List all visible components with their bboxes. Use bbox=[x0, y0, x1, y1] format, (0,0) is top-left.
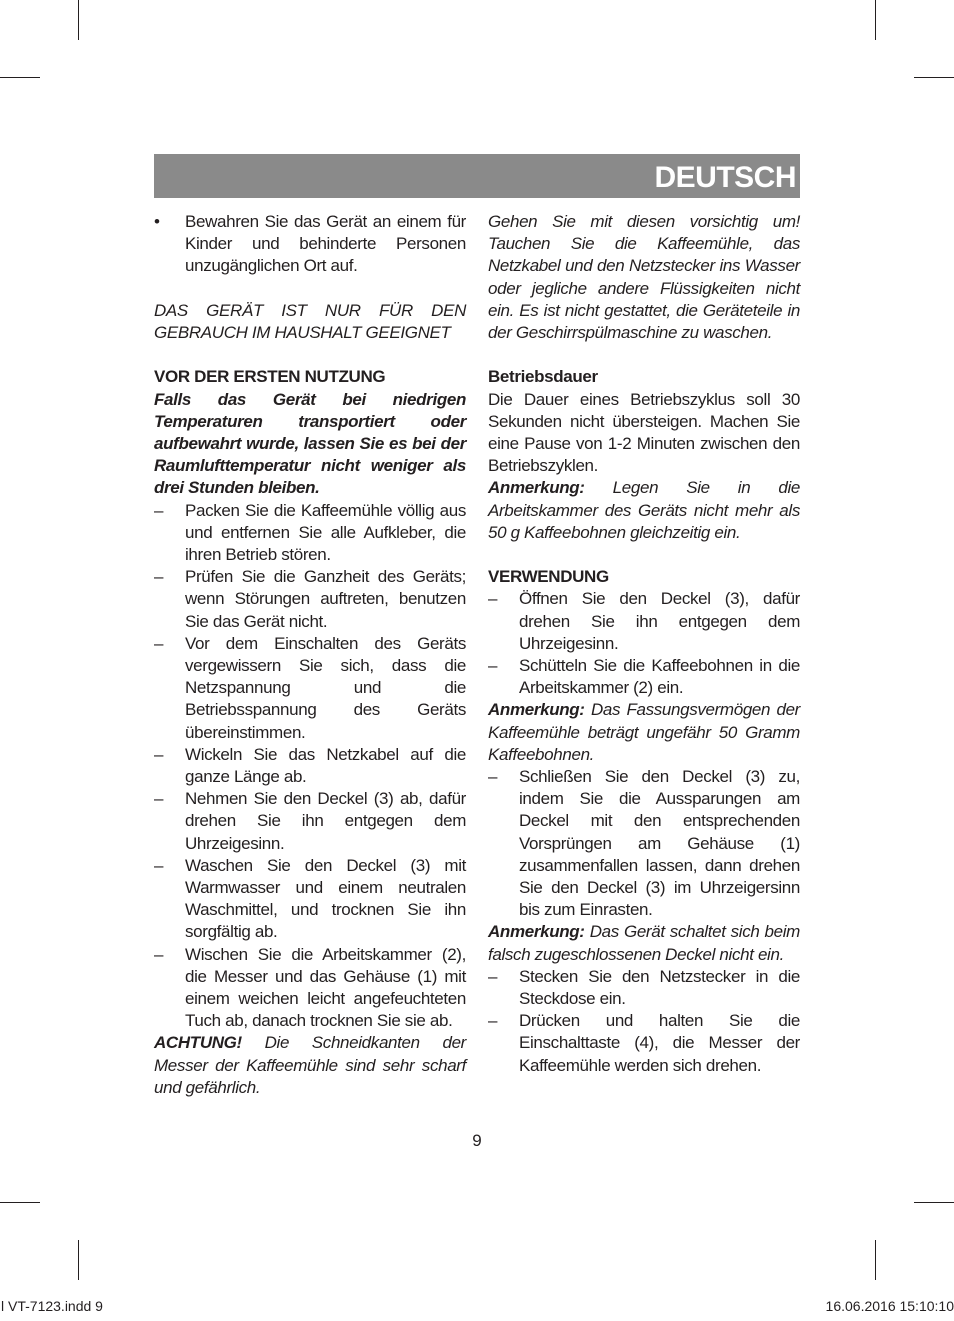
dash-mark: – bbox=[488, 656, 498, 676]
list-item-text: Schütteln Sie die Kaffeebohnen in die Arbeitskammer (2) ein. bbox=[519, 656, 800, 698]
list-item-text: Prüfen Sie die Ganzheit des Geräts; wenn Störungen auftreten, benutzen Sie das Gerät nicht. bbox=[185, 567, 466, 631]
section-heading-usage: VERWENDUNG bbox=[488, 567, 609, 587]
crop-mark bbox=[914, 1202, 954, 1203]
duration-text: Die Dauer eines Betriebszyklus soll 30 Sekunden nicht übersteigen. Machen Sie eine Pause von 1-2 Minuten zwischen den Betriebszyklen. bbox=[488, 389, 800, 476]
dash-mark: – bbox=[154, 944, 164, 964]
dash-mark: – bbox=[154, 567, 164, 587]
list-item-text: Stecken Sie den Netzstecker in die Steckdose ein. bbox=[519, 966, 800, 1009]
crop-mark bbox=[78, 0, 79, 40]
intro-warning: Falls das Gerät bei niedrigen Temperaturen transportiert oder aufbewahrt wurde, lassen Sie es bei der Raumlufttemperatur nicht weniger als drei Stunden bleiben. bbox=[154, 389, 466, 498]
note-text: Das Fassungsvermögen der Kaffeemühle beträgt ungefähr 50 Gramm Kaffeebohnen. bbox=[488, 700, 800, 764]
dash-mark: – bbox=[488, 1011, 498, 1031]
note-label: Anmerkung: bbox=[488, 922, 585, 942]
list-item bbox=[154, 944, 466, 1033]
caution-paragraph bbox=[154, 1032, 466, 1099]
left-column bbox=[154, 211, 466, 1099]
language-title: DEUTSCH bbox=[654, 161, 796, 194]
list-item bbox=[154, 633, 466, 744]
language-banner bbox=[154, 154, 800, 198]
list-item bbox=[154, 566, 466, 633]
list-item bbox=[488, 1010, 800, 1077]
list-item bbox=[488, 588, 800, 655]
list-item bbox=[154, 788, 466, 855]
crop-mark bbox=[914, 77, 954, 78]
list-item-text: Packen Sie die Kaffeemühle völlig aus und entfernen Sie alle Aufkleber, die ihren Betrieb stören. bbox=[185, 500, 466, 565]
note-text: Legen Sie in die Arbeitskammer des Geräts nicht mehr als 50 g Kaffeebohnen gleichzeitig ein. bbox=[488, 478, 800, 542]
print-slug-date: 16.06.2016 15:10:10 bbox=[825, 1298, 954, 1314]
note-text: Das Gerät schaltet sich beim falsch zugeschlossenen Deckel nicht ein. bbox=[488, 922, 800, 964]
list-item-text: Nehmen Sie den Deckel (3) ab, dafür drehen Sie ihn entgegen dem Uhrzeigesinn. bbox=[185, 789, 466, 853]
list-item bbox=[488, 655, 800, 699]
duration-note bbox=[488, 477, 800, 544]
list-item-text: Vor dem Einschalten des Geräts vergewissern Sie sich, dass die Netzspannung und die Betriebsspannung des Geräts übereinstimmen. bbox=[185, 633, 466, 742]
list-item-text: Waschen Sie den Deckel (3) mit Warmwasser und einem neutralen Waschmittel, und trocknen Sie ihn sorgfältig ab. bbox=[185, 855, 466, 942]
dash-mark: – bbox=[154, 500, 164, 520]
dash-mark: – bbox=[488, 966, 498, 986]
list-item-text: Wickeln Sie das Netzkabel auf die ganze Länge ab. bbox=[185, 744, 466, 787]
list-item-text: Schließen Sie den Deckel (3) zu, indem Sie die Aussparungen am Deckel mit den entsprechenden Vorsprüngen am Gehäuse (1) zusammenfallen lassen, dann drehen Sie den Deckel (3) im Uhrzeigersinn bis zum Einrasten. bbox=[519, 767, 800, 920]
list-item-text: Öffnen Sie den Deckel (3), dafür drehen Sie ihn entgegen dem Uhrzeigesinn. bbox=[519, 589, 800, 653]
print-slug-file: l VT-7123.indd 9 bbox=[1, 1298, 103, 1314]
crop-mark bbox=[0, 77, 40, 78]
list-item bbox=[488, 766, 800, 921]
caution-continued: Gehen Sie mit diesen vorsichtig um! Tauchen Sie die Kaffeemühle, das Netzkabel und den Netzstecker ins Wasser oder jegliche andere Flüssigkeiten nicht ein. Es ist nicht gestattet, die Geräteteile in der Geschirrspülmaschine zu waschen. bbox=[488, 212, 800, 343]
bullet-text: Bewahren Sie das Gerät an einem für Kinder und behinderte Personen unzugänglichen Ort auf. bbox=[185, 212, 466, 276]
list-item bbox=[154, 855, 466, 944]
note-label: Anmerkung: bbox=[488, 700, 585, 720]
list-item bbox=[154, 744, 466, 788]
list-item-text: Drücken und halten Sie die Einschalttaste (4), die Messer der Kaffeemühle werden sich drehen. bbox=[519, 1011, 800, 1075]
list-item bbox=[154, 500, 466, 567]
section-heading-duration: Betriebsdauer bbox=[488, 367, 598, 387]
page-number: 9 bbox=[472, 1131, 482, 1150]
capacity-note bbox=[488, 699, 800, 766]
crop-mark bbox=[875, 0, 876, 40]
note-label: Anmerkung: bbox=[488, 478, 585, 498]
lid-note bbox=[488, 921, 800, 965]
caution-label: ACHTUNG! bbox=[154, 1033, 242, 1053]
bullet-item bbox=[154, 211, 466, 278]
household-notice: DAS GERÄT IST NUR FÜR DEN GEBRAUCH IM HAUSHALT GEEIGNET bbox=[154, 300, 466, 342]
list-item-text: Wischen Sie die Arbeitskammer (2), die Messer und das Gehäuse (1) mit einem weichen leicht angefeuchteten Tuch ab, danach trocknen Sie sie ab. bbox=[185, 944, 466, 1031]
dash-mark: – bbox=[154, 789, 164, 809]
dash-mark: – bbox=[154, 633, 164, 653]
crop-mark bbox=[78, 1240, 79, 1280]
crop-mark bbox=[0, 1202, 40, 1203]
right-column bbox=[488, 211, 800, 1077]
section-heading-first-use: VOR DER ERSTEN NUTZUNG bbox=[154, 367, 386, 387]
dash-mark: – bbox=[154, 855, 164, 875]
caution-text: Die Schneidkanten der Messer der Kaffeemühle sind sehr scharf und gefährlich. bbox=[154, 1033, 466, 1097]
list-item bbox=[488, 966, 800, 1010]
dash-mark: – bbox=[488, 589, 498, 609]
dash-mark: – bbox=[154, 744, 164, 764]
crop-mark bbox=[875, 1240, 876, 1280]
dash-mark: – bbox=[488, 767, 498, 787]
bullet-mark: • bbox=[154, 212, 160, 231]
